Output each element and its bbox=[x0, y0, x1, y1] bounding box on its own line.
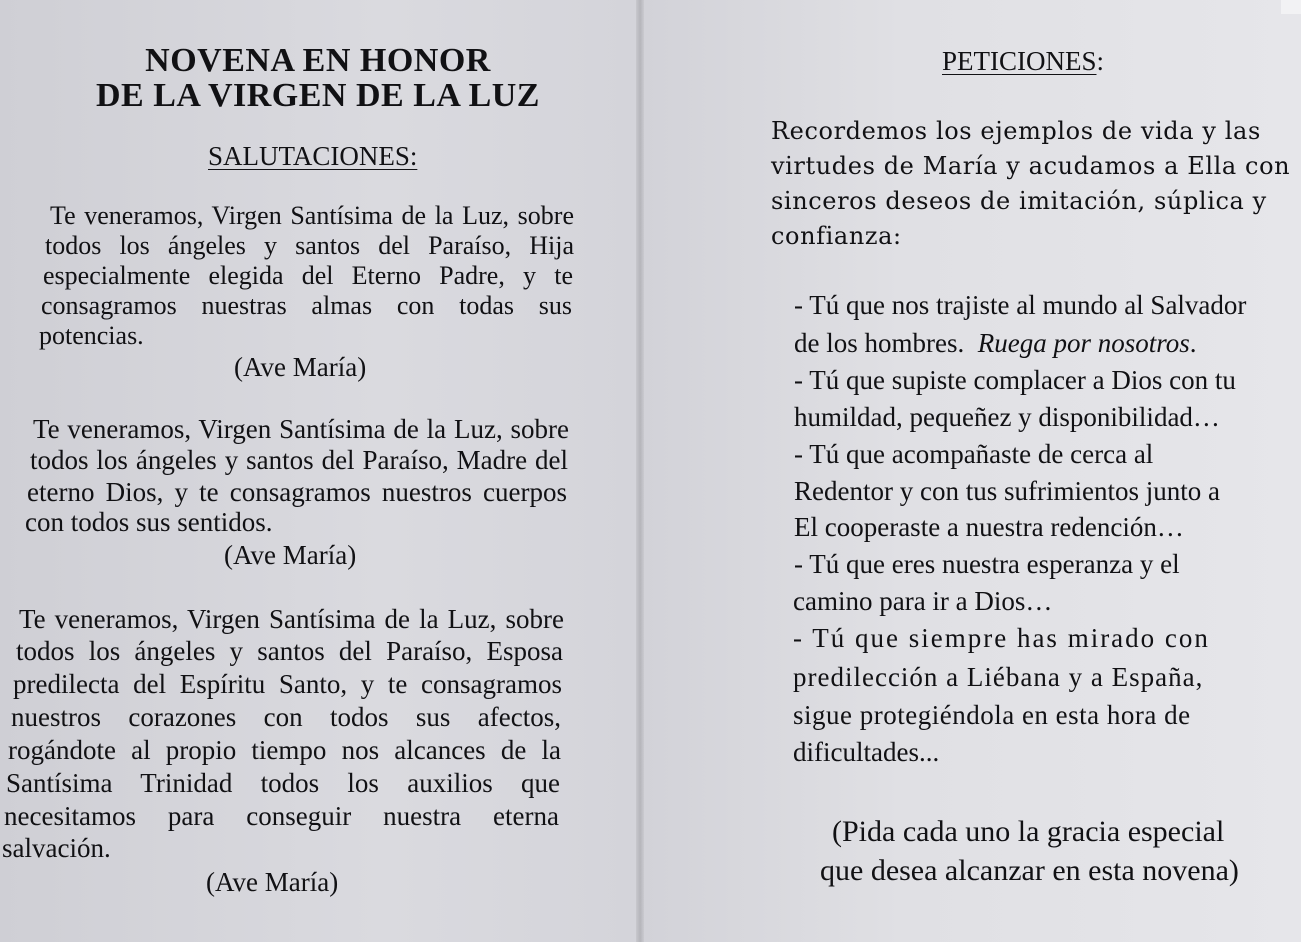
ave-maria-2: (Ave María) bbox=[224, 540, 357, 570]
salut-3-line-6: Santísima Trinidad todos los auxilios que bbox=[6, 768, 560, 798]
salut-3-line-5: rogándote al propio tiempo nos alcances de la bbox=[8, 735, 561, 765]
salut-1-line-1: Te veneramos, Virgen Santísima de la Luz, sobre bbox=[50, 201, 574, 230]
ave-maria-1: (Ave María) bbox=[234, 352, 367, 382]
salut-1-line-2: todos los ángeles y santos del Paraíso, Hija bbox=[45, 231, 574, 260]
pet-item-line-13: dificultades... bbox=[793, 737, 940, 767]
salut-2-line-3: eterno Dios, y te consagramos nuestros cuerpos bbox=[27, 477, 567, 507]
salut-1-line-4: consagramos nuestras almas con todas sus bbox=[41, 291, 572, 320]
pet-item-line-3: - Tú que supiste complacer a Dios con tu bbox=[794, 365, 1236, 395]
closing-line-1: (Pida cada uno la gracia especial bbox=[832, 815, 1225, 848]
pet-intro-line-4: confianza: bbox=[771, 222, 902, 250]
salut-3-line-2: todos los ángeles y santos del Paraíso, Esposa bbox=[16, 636, 563, 666]
pet-item-line-5: - Tú que acompañaste de cerca al bbox=[794, 439, 1154, 469]
salutaciones-heading: SALUTACIONES: bbox=[208, 141, 418, 171]
salut-3-line-8: salvación. bbox=[2, 833, 111, 863]
title-line-2: DE LA VIRGEN DE LA LUZ bbox=[96, 77, 540, 114]
ruega-por-nosotros: Ruega por nosotros bbox=[977, 328, 1190, 358]
peticiones-heading-text: PETICIONES bbox=[942, 46, 1097, 76]
title-line-1: NOVENA EN HONOR bbox=[145, 42, 491, 79]
salut-3-line-1: Te veneramos, Virgen Santísima de la Luz, sobre bbox=[19, 604, 564, 634]
salut-3-line-4: nuestros corazones con todos sus afectos, bbox=[11, 702, 561, 732]
pet-item-line-6: Redentor y con tus sufrimientos junto a bbox=[794, 476, 1220, 506]
pet-item-line-8: - Tú que eres nuestra esperanza y el bbox=[794, 549, 1180, 579]
ruega-period: . bbox=[1189, 328, 1197, 358]
pet-item-line-1: - Tú que nos trajiste al mundo al Salvador bbox=[794, 290, 1247, 320]
pet-item-line-10: - Tú que siempre has mirado con bbox=[793, 623, 1210, 653]
salut-2-line-1: Te veneramos, Virgen Santísima de la Luz, sobre bbox=[33, 414, 569, 444]
pet-intro-line-1: Recordemos los ejemplos de vida y las bbox=[771, 117, 1261, 145]
ave-maria-3: (Ave María) bbox=[206, 867, 339, 897]
pet-item-line-9: camino para ir a Dios… bbox=[793, 586, 1053, 616]
salut-3-line-3: predilecta del Espíritu Santo, y te consagramos bbox=[13, 669, 562, 699]
pet-intro-line-2: virtudes de María y acudamos a Ella con bbox=[771, 152, 1291, 180]
pet-item-line-2 bbox=[794, 328, 1197, 358]
pet-item-line-2-text: de los hombres. bbox=[794, 328, 965, 358]
pet-intro-line-3: sinceros deseos de imitación, súplica y bbox=[771, 187, 1267, 215]
pet-item-line-7: El cooperaste a nuestra redención… bbox=[794, 512, 1184, 542]
peticiones-heading-colon: : bbox=[1096, 46, 1105, 76]
salut-1-line-5: potencias. bbox=[39, 321, 144, 350]
peticiones-heading bbox=[942, 46, 1104, 76]
pet-item-line-11: predilección a Liébana y a España, bbox=[793, 662, 1204, 692]
salut-2-line-4: con todos sus sentidos. bbox=[25, 507, 273, 537]
salut-2-line-2: todos los ángeles y santos del Paraíso, Madre del bbox=[30, 445, 568, 475]
paper-edge bbox=[1281, 0, 1301, 14]
pet-item-line-4: humildad, pequeñez y disponibilidad… bbox=[794, 402, 1220, 432]
salut-3-line-7: necesitamos para conseguir nuestra eterna bbox=[4, 801, 559, 831]
page-fold bbox=[636, 0, 644, 942]
pet-item-line-12: sigue protegiéndola en esta hora de bbox=[793, 700, 1191, 730]
salut-1-line-3: especialmente elegida del Eterno Padre, y te bbox=[43, 261, 573, 290]
closing-line-2: que desea alcanzar en esta novena) bbox=[820, 854, 1239, 887]
